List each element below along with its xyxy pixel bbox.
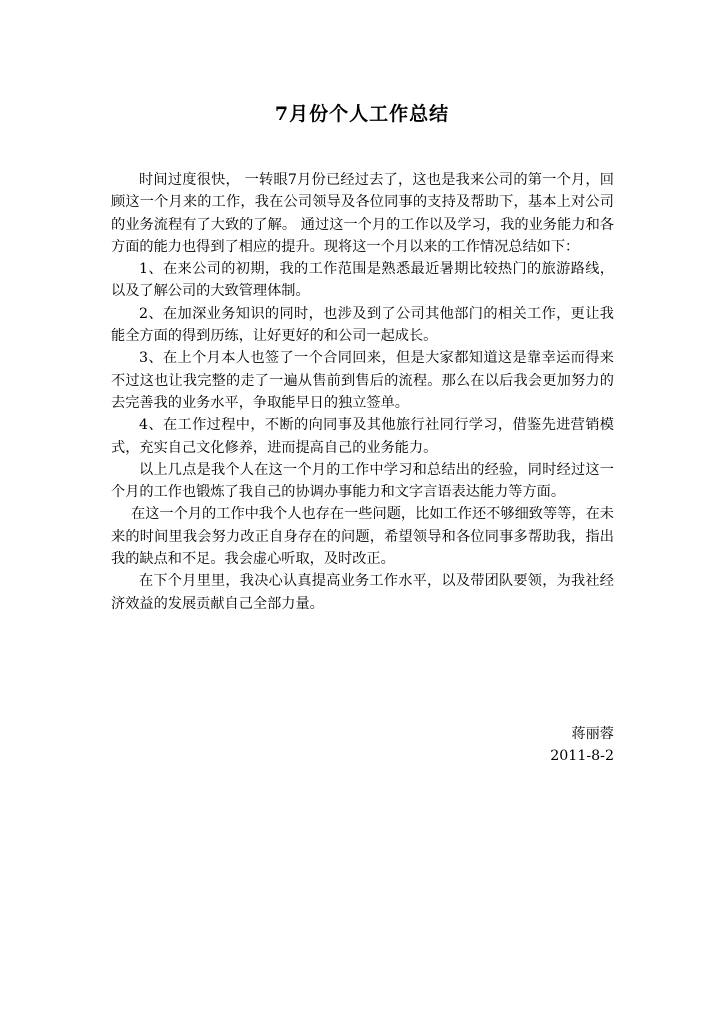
document-body [111, 169, 614, 615]
paragraph-summary: 以上几点是我个人在这一个月的工作中学习和总结出的经验，同时经过这一个月的工作也锻炼了我自己的协调办事能力和文字言语表达能力等方面。 [111, 461, 614, 501]
paragraph-item-3: 3、在上个月本人也签了一个合同回来，但是大家都知道这是靠幸运而得来不过这也让我完整的走了一遍从售前到售后的流程。那么在以后我会更加努力的去完善我的业务水平，争取能早日的独立签单。 [111, 350, 614, 411]
document-title: 7月份个人工作总结 [274, 103, 450, 125]
signature-name: 蒋丽蓉 [571, 726, 614, 742]
paragraph-intro: 时间过度很快， 一转眼7月份已经过去了，这也是我来公司的第一个月，回顾这一个月来的工作，我在公司领导及各位同事的支持及帮助下，基本上对公司的业务流程有了大致的了解。 通过这一个月的工作以及学习，我的业务能力和各方面的能力也得到了相应的提升。现将这一个月以来的工作情况总结如下： [111, 172, 614, 255]
paragraph-item-2: 2、在加深业务知识的同时，也涉及到了公司其他部门的相关工作，更让我能全方面的得到历练，让好更好的和公司一起成长。 [111, 305, 614, 345]
paragraph-plan: 在下个月里里，我决心认真提高业务工作水平，以及带团队要领，为我社经济效益的发展贡献自己全部力量。 [111, 573, 614, 612]
paragraph-item-1: 1、在来公司的初期，我的工作范围是熟悉最近暑期比较热门的旅游路线，以及了解公司的大致管理体制。 [111, 261, 614, 300]
signature-date: 2011-8-2 [550, 748, 614, 765]
paragraph-problems: 在这一个月的工作中我个人也存在一些问题，比如工作还不够细致等等，在未来的时间里我会努力改正自身存在的问题，希望领导和各位同事多帮助我，指出我的缺点和不足。我会虚心听取，及时改正。 [111, 506, 614, 568]
paragraph-item-4: 4、在工作过程中，不断的向同事及其他旅行社同行学习，借鉴先进营销模式，充实自己文化修养，进而提高自己的业务能力。 [111, 417, 614, 456]
signature-block [550, 723, 614, 768]
